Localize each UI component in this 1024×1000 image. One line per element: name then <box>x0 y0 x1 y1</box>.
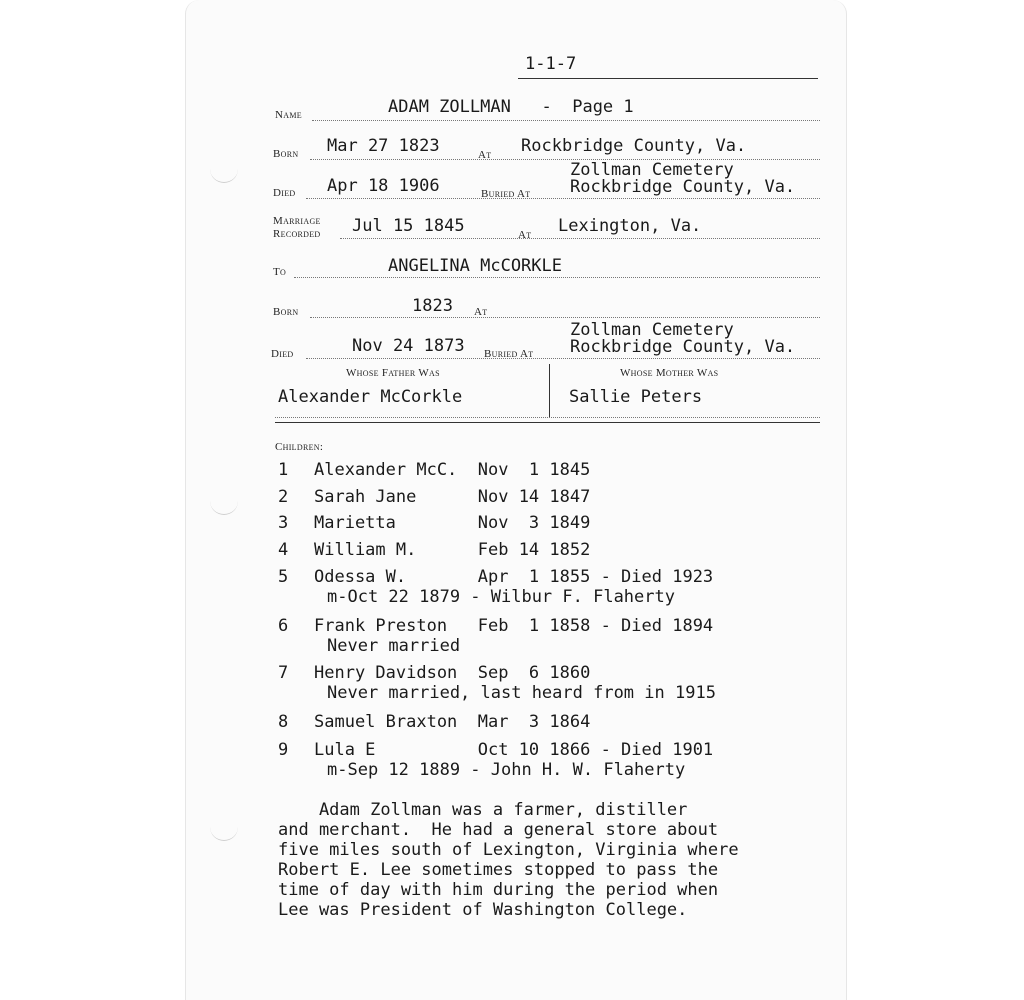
list-item <box>278 740 713 760</box>
label-died: Died <box>271 348 294 360</box>
child-entry: Samuel Braxton Mar 3 1864 <box>314 712 591 732</box>
label-buried-at: Buried At <box>484 348 534 360</box>
child-number: 7 <box>278 663 289 683</box>
subject-name: ADAM ZOLLMAN - Page 1 <box>388 97 634 117</box>
child-entry: Sarah Jane Nov 14 1847 <box>314 487 591 507</box>
list-item <box>278 513 590 533</box>
label-whose-mother-was: Whose Mother Was <box>620 367 719 379</box>
list-item <box>278 712 590 732</box>
label-recorded: Recorded <box>273 228 321 240</box>
label-at: At <box>478 149 492 161</box>
dotted-rule <box>310 317 820 318</box>
label-to: To <box>273 266 287 278</box>
spouse-buried-line2: Rockbridge County, Va. <box>570 337 796 357</box>
list-item <box>278 540 590 560</box>
label-buried-at: Buried At <box>481 188 531 200</box>
label-born: Born <box>273 148 299 160</box>
child-entry: Marietta Nov 3 1849 <box>314 513 591 533</box>
spouse-name: ANGELINA McCORKLE <box>388 256 562 276</box>
child-number: 3 <box>278 513 289 533</box>
narrative-line: Adam Zollman was a farmer, distiller <box>278 800 688 820</box>
spouse-mother: Sallie Peters <box>569 387 703 407</box>
marriage-place: Lexington, Va. <box>558 216 702 236</box>
label-at: At <box>474 306 488 318</box>
subject-buried-line2: Rockbridge County, Va. <box>570 177 796 197</box>
child-number: 1 <box>278 460 289 480</box>
label-at: At <box>518 229 532 241</box>
dotted-rule <box>294 277 820 278</box>
narrative-line: Robert E. Lee sometimes stopped to pass the <box>278 860 719 880</box>
child-entry: Frank Preston Feb 1 1858 - Died 1894 <box>314 616 714 636</box>
label-whose-father-was: Whose Father Was <box>346 367 440 379</box>
label-name: Name <box>275 109 302 121</box>
child-note: Never married, last heard from in 1915 <box>327 683 716 703</box>
child-entry: Odessa W. Apr 1 1855 - Died 1923 <box>314 567 714 587</box>
label-marriage: Marriage <box>273 215 321 227</box>
record-id: 1-1-7 <box>525 54 577 74</box>
narrative-line: Lee was President of Washington College. <box>278 900 688 920</box>
dotted-rule <box>310 159 820 160</box>
child-number: 5 <box>278 567 289 587</box>
child-number: 6 <box>278 616 289 636</box>
subject-buried-line1: Zollman Cemetery <box>570 160 734 180</box>
child-entry: William M. Feb 14 1852 <box>314 540 591 560</box>
child-number: 4 <box>278 540 289 560</box>
child-number: 2 <box>278 487 289 507</box>
subject-born-place: Rockbridge County, Va. <box>521 136 747 156</box>
dotted-rule <box>306 358 820 359</box>
subject-born-date: Mar 27 1823 <box>327 136 440 156</box>
narrative-line: time of day with him during the period when <box>278 880 719 900</box>
subject-died-date: Apr 18 1906 <box>327 176 440 196</box>
marriage-date: Jul 15 1845 <box>352 216 465 236</box>
dotted-rule <box>312 120 820 121</box>
child-note: m-Oct 22 1879 - Wilbur F. Flaherty <box>327 587 675 607</box>
list-item <box>278 487 590 507</box>
label-born: Born <box>273 306 299 318</box>
child-entry: Lula E Oct 10 1866 - Died 1901 <box>314 740 714 760</box>
list-item <box>278 460 590 480</box>
child-note: Never married <box>327 636 461 656</box>
narrative-line: and merchant. He had a general store about <box>278 820 719 840</box>
spouse-born-date: 1823 <box>412 296 453 316</box>
list-item <box>278 663 590 683</box>
child-number: 8 <box>278 712 289 732</box>
child-number: 9 <box>278 740 289 760</box>
spouse-buried-line1: Zollman Cemetery <box>570 320 734 340</box>
list-item <box>278 567 713 587</box>
label-children: Children: <box>275 441 324 453</box>
label-died: Died <box>273 187 296 199</box>
dotted-rule <box>275 417 820 418</box>
divider <box>275 422 820 423</box>
child-entry: Alexander McC. Nov 1 1845 <box>314 460 591 480</box>
divider <box>518 78 818 79</box>
spouse-father: Alexander McCorkle <box>278 387 463 407</box>
dotted-rule <box>340 238 820 239</box>
spouse-died-date: Nov 24 1873 <box>352 336 465 356</box>
child-entry: Henry Davidson Sep 6 1860 <box>314 663 591 683</box>
child-note: m-Sep 12 1889 - John H. W. Flaherty <box>327 760 686 780</box>
parents-divider <box>549 364 550 418</box>
narrative-line: five miles south of Lexington, Virginia where <box>278 840 739 860</box>
list-item <box>278 616 713 636</box>
dotted-rule <box>306 198 820 199</box>
